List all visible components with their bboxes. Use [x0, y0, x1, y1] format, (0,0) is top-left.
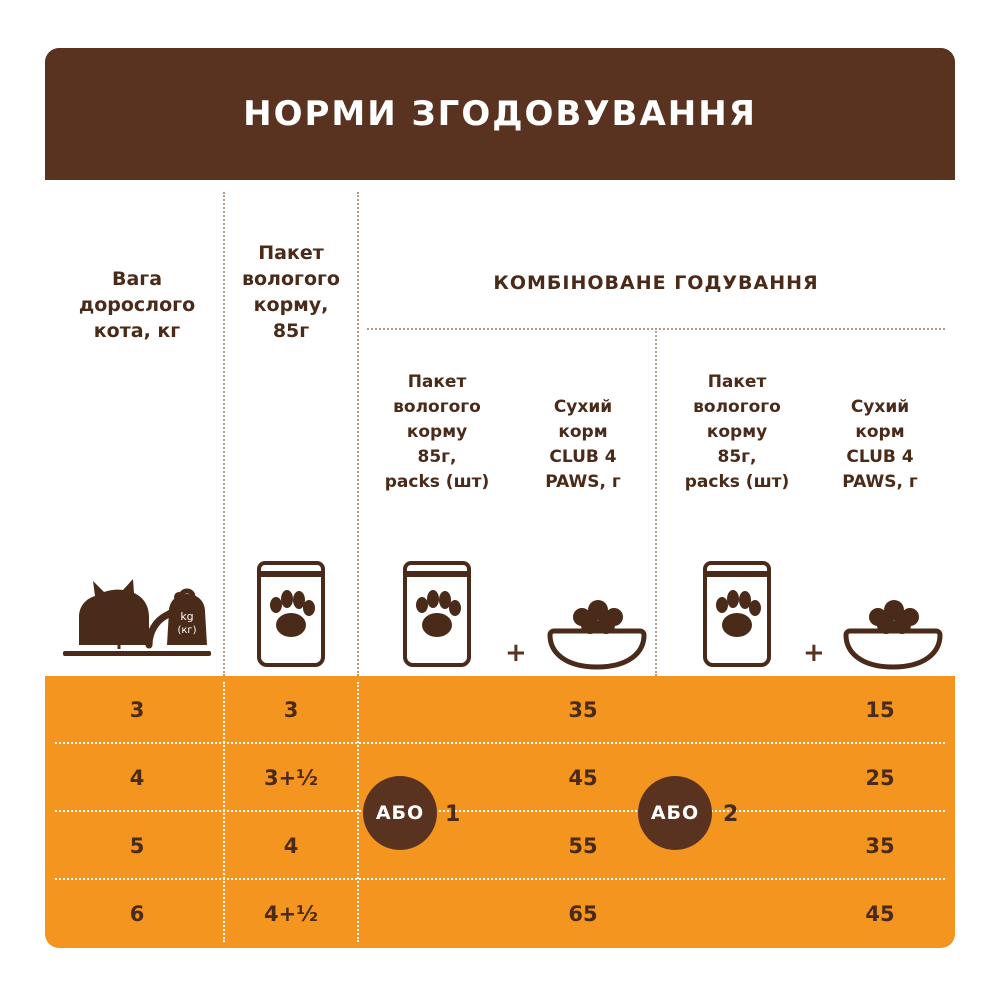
cell-weight-r4: 6	[129, 902, 145, 926]
subcolumn-header-wet-2: Пакет вологого корму 85г, packs (шт)	[684, 372, 790, 492]
cell-combo2-dry-r1: 15	[865, 698, 895, 722]
or-badge-group-2: АБО	[638, 776, 712, 850]
vsep-weight-wet	[223, 192, 225, 676]
hsep-row-3	[55, 878, 945, 880]
wet-food-pouch-icon	[691, 553, 783, 675]
hsep-row-1	[55, 742, 945, 744]
table-data-area	[45, 676, 955, 948]
combo2-packs-value: 2	[723, 802, 739, 827]
svg-text:kg: kg	[180, 610, 194, 623]
combined-feeding-title: КОМБІНОВАНЕ ГОДУВАННЯ	[493, 272, 819, 294]
icon-cell-combo1-wet	[381, 552, 493, 676]
column-header-wet-pack: Пакет вологого корму, 85г	[241, 242, 340, 342]
cell-wetonly-r2: 3+½	[264, 766, 318, 790]
cell-combo1-dry-r1: 35	[568, 698, 598, 722]
cell-combo1-dry-r2: 45	[568, 766, 598, 790]
icon-cell-combo2-wet	[681, 552, 793, 676]
cat-icon	[57, 563, 217, 671]
paw-print-icon	[416, 590, 461, 637]
wet-food-pouch-icon	[391, 553, 483, 675]
feeding-guide-card	[45, 48, 955, 948]
icon-cell-wet-pack	[235, 552, 347, 676]
cell-weight-r3: 5	[129, 834, 145, 858]
subcolumn-header-wet-1: Пакет вологого корму 85г, packs (шт)	[384, 372, 490, 492]
cell-weight-r1: 3	[129, 698, 145, 722]
cell-combo2-dry-r2: 25	[865, 766, 895, 790]
cell-combo2-dry-r4: 45	[865, 902, 895, 926]
dry-food-bowl-icon	[834, 589, 952, 675]
subcolumn-header-dry-1: Сухий корм CLUB 4 PAWS, г	[545, 397, 621, 492]
page-title: НОРМИ ЗГОДОВУВАННЯ	[243, 94, 757, 134]
cell-combo1-dry-r3: 55	[568, 834, 598, 858]
plus-icon-2: +	[803, 638, 825, 668]
cell-wetonly-r1: 3	[283, 698, 299, 722]
paw-print-icon	[270, 590, 315, 637]
hsep-combined-title	[367, 328, 945, 330]
svg-text:(кг): (кг)	[177, 625, 197, 636]
icon-cell-combo2-dry	[833, 588, 953, 676]
subcolumn-header-dry-2: Сухий корм CLUB 4 PAWS, г	[842, 397, 918, 492]
wet-food-pouch-icon	[245, 553, 337, 675]
hsep-row-2	[55, 810, 945, 812]
cell-wetonly-r3: 4	[283, 834, 299, 858]
cell-weight-r2: 4	[129, 766, 145, 790]
cell-combo1-dry-r4: 65	[568, 902, 598, 926]
header-banner	[45, 48, 955, 180]
or-badge-group-1: АБО	[363, 776, 437, 850]
paw-print-icon	[716, 590, 761, 637]
vsep-data-wet-combined	[357, 682, 359, 942]
vsep-wet-combined	[357, 192, 359, 676]
cell-wetonly-r4: 4+½	[264, 902, 318, 926]
cell-combo2-dry-r3: 35	[865, 834, 895, 858]
table-header-area	[45, 180, 955, 676]
vsep-data-weight-wet	[223, 682, 225, 942]
column-header-weight: Вага дорослого кота, кг	[78, 268, 196, 342]
weight-scale-icon	[167, 591, 207, 645]
icon-cell-weight	[53, 562, 221, 672]
icon-cell-combo1-dry	[537, 588, 657, 676]
dry-food-bowl-icon	[538, 589, 656, 675]
combo1-packs-value: 1	[445, 802, 461, 827]
plus-icon-1: +	[505, 638, 527, 668]
